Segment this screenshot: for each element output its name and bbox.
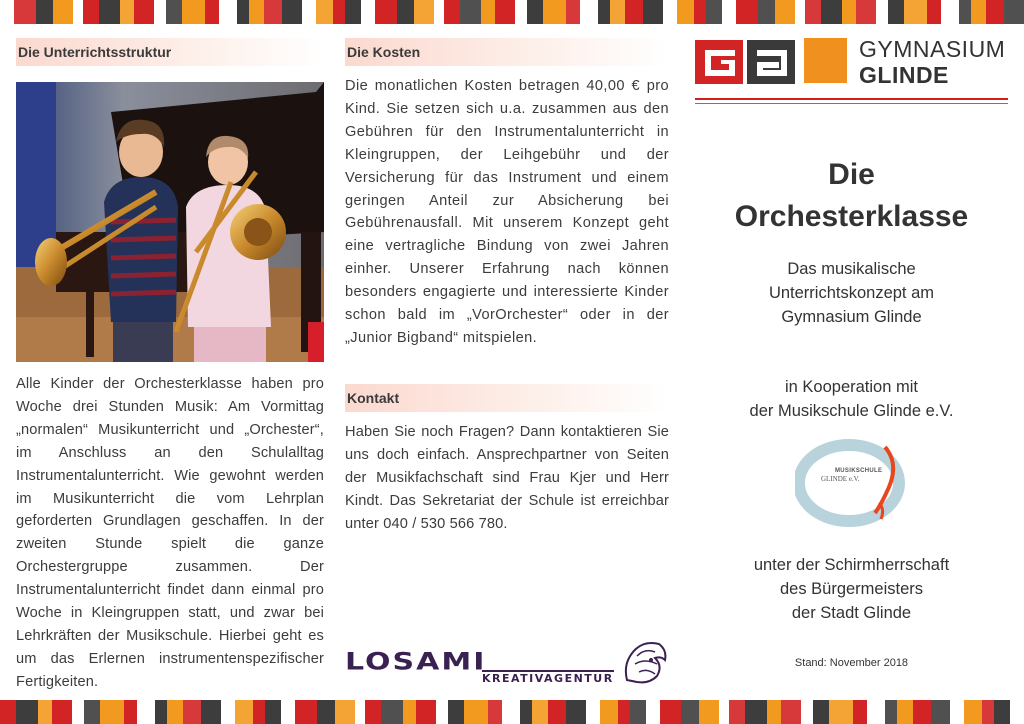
stripe-segment: [416, 700, 436, 724]
subtitle-line: Unterrichtskonzept am: [768, 284, 935, 302]
musikschule-logo-text: [821, 467, 882, 483]
stripe-segment: [532, 700, 548, 724]
stripe-segment: [183, 700, 201, 724]
unterrichtsstruktur-text: Alle Kinder der Orchesterklasse haben pro Woche drei Stunden Musik: Am Vormittag „normalen“ Musikunterricht und „Orchester“, im Anschluss an den Schulalltag Instrumentalunterricht. Wie gewohnt werden im Musikunterricht die vom Lehrplan geforderten Grundlagen geschaffen. In der zweiten Stunde spielt die ganze Orchestergruppe zusammen. Der Instrumentalunterricht findet dann einmal pro Woche in Kleingruppen statt, und zwar bei Lehrkräften der Musikschule. Hierbei geht es um das Erlernen instrumentenspezifischer Fertigkeiten.: [16, 376, 324, 690]
stripe-segment: [842, 0, 856, 24]
stripe-segment: [643, 0, 663, 24]
stripe-segment: [600, 700, 618, 724]
logo-wordmark: [859, 36, 1005, 88]
stripe-segment: [201, 700, 221, 724]
stripe-segment: [221, 700, 235, 724]
stripe-segment: [821, 0, 843, 24]
stripe-segment: [134, 0, 154, 24]
stripe-segment: [154, 0, 166, 24]
stripe-segment: [801, 700, 813, 724]
stripe-segment: [281, 700, 295, 724]
stripe-segment: [520, 700, 532, 724]
stripe-segment: [722, 0, 736, 24]
stripe-segment: [994, 700, 1010, 724]
stripe-segment: [488, 700, 502, 724]
stripe-segment: [745, 700, 767, 724]
kosten-text: Die monatlichen Kosten betragen 40,00 € pro Kind. Sie setzen sich u.a. zusammen aus den Gebühren für den Instrumentalunterricht in Kleingruppen, der Leihgebühr und der Versicherung für das Instrument und einem geringen Anteil zur Absicherung bei Gebührenausfall. Mit unserem Konzept geht eine vertragliche Bindung von zwei Jahren einher. Unserer Erfahrung nach können besonders engagierte und interessierte Kinder schon bald im „VorOrchester“ oder in der „Junior Bigband“ mitspielen.: [345, 78, 669, 346]
stripe-segment: [1010, 700, 1024, 724]
stripe-segment: [333, 0, 345, 24]
stripe-segment: [515, 0, 527, 24]
cover-cooperation: [695, 375, 1008, 423]
logo-glinde: GLINDE: [859, 62, 949, 88]
stripe-segment: [610, 0, 626, 24]
stripe-segment: [282, 0, 302, 24]
stripe-segment: [964, 700, 982, 724]
stripe-segment: [699, 700, 719, 724]
stripe-segment: [618, 700, 630, 724]
stripe-segment: [167, 700, 183, 724]
stripe-segment: [805, 0, 821, 24]
stripe-segment: [403, 700, 417, 724]
stripe-segment: [317, 700, 335, 724]
cover-title: [695, 154, 1008, 238]
stripe-segment: [630, 700, 646, 724]
cooperation-line: der Musikschule Glinde e.V.: [749, 402, 954, 420]
stripe-segment: [876, 0, 888, 24]
column-unterrichtsstruktur: [16, 38, 324, 694]
stripe-segment: [527, 0, 543, 24]
stripe-segment: [986, 0, 1004, 24]
stripe-segment: [235, 700, 253, 724]
subtitle-line: Gymnasium Glinde: [781, 308, 922, 326]
heading-kontakt: Kontakt: [345, 384, 669, 412]
stripe-segment: [625, 0, 643, 24]
stripe-segment: [775, 0, 795, 24]
musikschule-line-1: MUSIKSCHULE: [835, 468, 883, 474]
stripe-segment: [53, 0, 73, 24]
stripe-segment: [758, 0, 776, 24]
stripe-segment: [265, 700, 281, 724]
title-line-2: Orchesterklasse: [734, 200, 969, 233]
stripe-segment: [436, 700, 448, 724]
stripe-segment: [355, 700, 365, 724]
losami-subline: KREATIVAGENTUR: [482, 672, 614, 685]
stripe-segment: [927, 0, 941, 24]
stripe-segment: [365, 700, 381, 724]
stripe-segment: [52, 700, 72, 724]
stripe-segment: [767, 700, 781, 724]
stripe-segment: [867, 700, 885, 724]
stripe-segment: [598, 0, 610, 24]
stripe-segment: [99, 0, 121, 24]
top-color-stripe: [0, 0, 1024, 24]
stripe-segment: [36, 0, 54, 24]
stripe-segment: [795, 0, 805, 24]
column-kosten-kontakt: [345, 38, 669, 685]
cooperation-line: in Kooperation mit: [785, 378, 918, 396]
stripe-segment: [543, 0, 567, 24]
stripe-segment: [375, 0, 397, 24]
stripe-segment: [736, 0, 758, 24]
stripe-segment: [316, 0, 334, 24]
stripe-segment: [414, 0, 434, 24]
patronage-line: der Stadt Glinde: [791, 604, 912, 622]
stripe-segment: [1004, 0, 1024, 24]
stripe-segment: [137, 700, 155, 724]
patronage-line: des Bürgermeisters: [779, 580, 924, 598]
stripe-segment: [381, 700, 403, 724]
bottom-color-stripe: [0, 700, 1024, 724]
stripe-segment: [120, 0, 134, 24]
stripe-segment: [16, 700, 38, 724]
stripe-segment: [913, 700, 931, 724]
stripe-segment: [295, 700, 317, 724]
stripe-segment: [302, 0, 316, 24]
stripe-segment: [205, 0, 219, 24]
stripe-segment: [829, 700, 853, 724]
stand-date: Stand: November 2018: [794, 657, 909, 669]
stripe-segment: [897, 700, 913, 724]
orange-square-icon: [804, 38, 847, 83]
stripe-segment: [580, 0, 598, 24]
stripe-segment: [219, 0, 237, 24]
stripe-segment: [959, 0, 971, 24]
stripe-segment: [729, 700, 745, 724]
logo-gymnasium: GYMNASIUM: [859, 36, 1006, 62]
stripe-segment: [853, 700, 867, 724]
logo-rule-grey: [695, 103, 1008, 104]
heading-unterrichtsstruktur: Die Unterrichtsstruktur: [16, 38, 324, 66]
subtitle-line: Das musikalische: [787, 260, 916, 278]
stripe-segment: [856, 0, 876, 24]
stripe-segment: [566, 0, 580, 24]
stripe-segment: [464, 700, 488, 724]
kontakt-text: Haben Sie noch Fragen? Dann kontaktieren Sie uns doch einfach. Ansprechpartner von Seiten der Musikfachschaft sind Frau Kjer und Herr Kindt. Das Sekretariat der Schule ist erreichbar unter 040 / 530 566 780.: [345, 423, 669, 532]
children-playing-trombones-photo: [16, 82, 324, 362]
stripe-segment: [249, 0, 265, 24]
losami-wordmark: LOSAMI: [345, 648, 487, 676]
stripe-segment: [586, 700, 600, 724]
gymnasium-glinde-logo: [695, 38, 1008, 98]
stripe-segment: [781, 700, 801, 724]
musikschule-glinde-logo: [695, 433, 1008, 533]
stripe-segment: [444, 0, 460, 24]
stripe-segment: [237, 0, 249, 24]
cover-subtitle: [695, 257, 1008, 329]
stripe-segment: [100, 700, 124, 724]
stripe-segment: [124, 700, 138, 724]
stripe-segment: [345, 0, 361, 24]
column-cover: [695, 38, 1008, 669]
cover-patronage: [695, 553, 1008, 625]
stripe-segment: [694, 0, 706, 24]
stripe-segment: [971, 0, 987, 24]
stripe-segment: [72, 700, 84, 724]
stripe-segment: [719, 700, 729, 724]
stripe-segment: [663, 0, 677, 24]
musikschule-line-2: GLINDE e.V.: [821, 475, 860, 483]
stripe-segment: [434, 0, 444, 24]
stripe-segment: [660, 700, 682, 724]
ga-logo-icon: [695, 40, 795, 84]
patronage-line: unter der Schirmherrschaft: [753, 556, 950, 574]
stripe-segment: [982, 700, 994, 724]
stripe-segment: [397, 0, 415, 24]
title-line-1: Die: [828, 158, 875, 191]
logo-rule-red: [695, 98, 1008, 100]
stripe-segment: [481, 0, 495, 24]
stripe-segment: [182, 0, 206, 24]
stripe-segment: [706, 0, 722, 24]
stripe-segment: [950, 700, 964, 724]
stripe-segment: [941, 0, 959, 24]
stripe-segment: [813, 700, 829, 724]
stripe-segment: [677, 0, 695, 24]
lion-head-icon: [617, 636, 669, 688]
stripe-segment: [502, 700, 520, 724]
stripe-segment: [14, 0, 36, 24]
stripe-segment: [681, 700, 699, 724]
stripe-segment: [73, 0, 83, 24]
stripe-segment: [0, 700, 16, 724]
stripe-segment: [885, 700, 897, 724]
stripe-segment: [83, 0, 99, 24]
stripe-segment: [460, 0, 482, 24]
stripe-segment: [253, 700, 265, 724]
stripe-segment: [155, 700, 167, 724]
stripe-segment: [888, 0, 904, 24]
stripe-segment: [0, 0, 14, 24]
stripe-segment: [548, 700, 566, 724]
stripe-segment: [335, 700, 355, 724]
stripe-segment: [166, 0, 182, 24]
stripe-segment: [361, 0, 375, 24]
stripe-segment: [84, 700, 100, 724]
stripe-segment: [646, 700, 660, 724]
stripe-segment: [448, 700, 464, 724]
heading-kosten: Die Kosten: [345, 38, 669, 66]
stripe-segment: [566, 700, 586, 724]
stripe-segment: [495, 0, 515, 24]
stripe-segment: [904, 0, 928, 24]
stripe-segment: [264, 0, 282, 24]
losami-agency-logo: [345, 636, 669, 688]
stripe-segment: [38, 700, 52, 724]
stripe-segment: [931, 700, 951, 724]
